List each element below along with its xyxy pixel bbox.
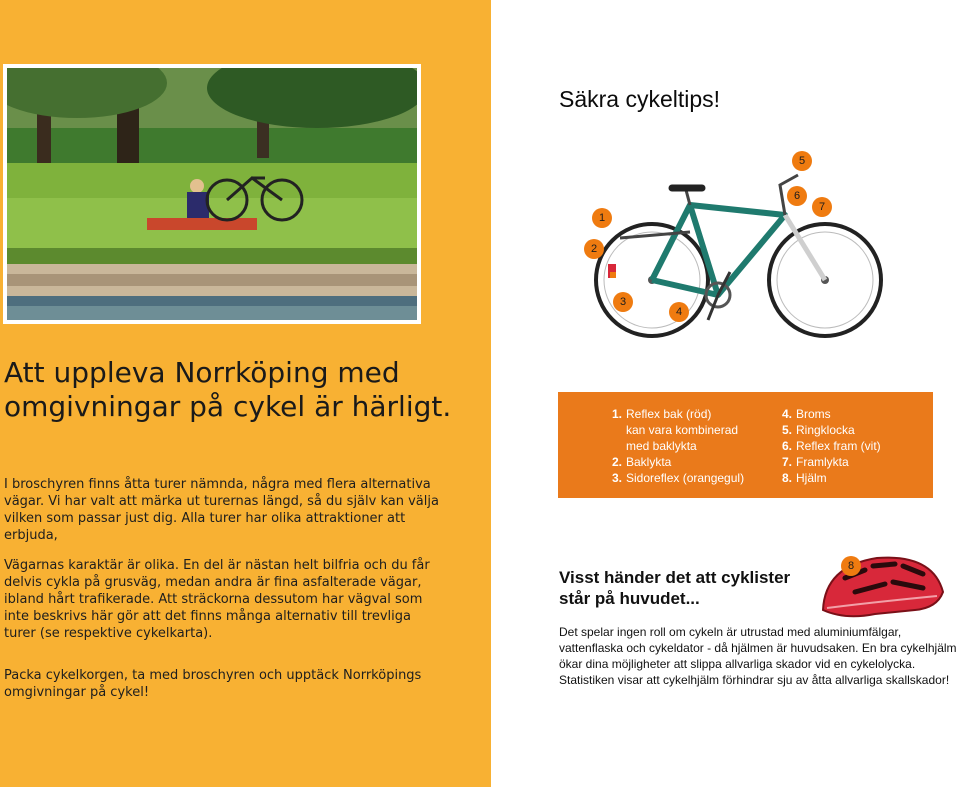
legend-item: 3. Sidoreflex (orangegul) [612, 471, 745, 485]
bicycle-diagram [580, 160, 890, 350]
callout-5: 5 [792, 151, 812, 171]
legend-item: 2. Baklykta [612, 455, 672, 469]
helmet-heading: Visst händer det att cyklister står på huvudet... [559, 568, 791, 608]
callout-7: 7 [812, 197, 832, 217]
closing-paragraph: Packa cykelkorgen, ta med broschyren och upptäck Norrköpings omgivningar på cykel! [4, 668, 422, 700]
legend-list-left [612, 406, 744, 486]
page-headline: Att uppleva Norrköping med omgivningar på cykel är härligt. [4, 356, 452, 423]
callout-3: 3 [613, 292, 633, 312]
legend-item: 5. Ringklocka [782, 423, 855, 437]
callout-6: 6 [787, 186, 807, 206]
legend-item: med baklykta [626, 439, 697, 453]
legend-item: 6. Reflex fram (vit) [782, 439, 881, 453]
safety-tips-title: Säkra cykeltips! [559, 86, 721, 112]
helmet-paragraph: Det spelar ingen roll om cykeln är utrustad med aluminiumfälgar, vattenflaska och cykeldator - då hjälmen är huvudsaken. En bra cykelhjälm ökar dina möjligheter att slippa allvarliga skador vid en cykelolycka. Statistiken visar att cykelhjälm förhindrar sju av åtta allvarliga skallskador! [559, 625, 957, 687]
callout-8: 8 [841, 556, 861, 576]
callout-1: 1 [592, 208, 612, 228]
roads-paragraph: Vägarnas karaktär är olika. En del är nästan helt bilfria och du får delvis cykla på grusväg, medan andra är fina asfalterade vägar, ibland hårt trafikerade. Att sträckorna dessutom har vägval som inte beskrivs här gör att det finns många alternativ till trevliga turer (se respektive cykelkarta). [4, 558, 430, 641]
park-photo [3, 64, 421, 324]
parts-legend [558, 392, 933, 498]
bike-helmet-image [815, 548, 950, 628]
legend-item: 7. Framlykta [782, 455, 849, 469]
legend-item: 4. Broms [782, 407, 831, 421]
legend-list-right [782, 406, 881, 486]
callout-2: 2 [584, 239, 604, 259]
callout-4: 4 [669, 302, 689, 322]
park-cyclist-image [7, 68, 417, 320]
intro-paragraph: I broschyren finns åtta turer nämnda, några med flera alternativa vägar. Vi har valt att märka ut turernas längd, så du själv kan välja vilken som passar just dig. Alla turer har olika attraktioner att erbjuda, [4, 477, 439, 543]
legend-item: 1. Reflex bak (röd) [612, 407, 712, 421]
legend-item: 8. Hjälm [782, 471, 827, 485]
legend-item: kan vara kombinerad [626, 423, 739, 437]
